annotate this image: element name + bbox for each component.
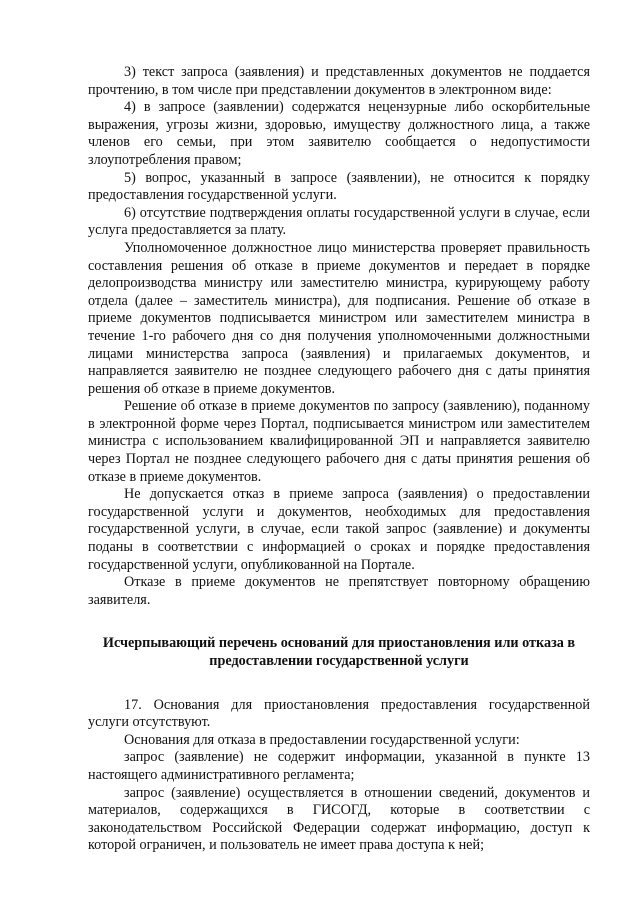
paragraph-refusal-not-allowed: Не допускается отказ в приеме запроса (заявления) о предоставлении государственной услуги и документов, необходимых для предоставления государственной услуги, в случае, если такой запрос (заявление) и документы поданы в соответствии с информацией о сроках и порядке предоставления государственной услуги, опубликованной на Портале.	[88, 486, 590, 573]
paragraph-item-6: 6) отсутствие подтверждения оплаты государственной услуги в случае, если услуга предоставляется за плату.	[88, 204, 590, 239]
paragraph-item-4: 4) в запросе (заявлении) содержатся нецензурные либо оскорбительные выражения, угрозы жизни, здоровью, имуществу должностного лица, а также членов его семьи, при этом заявителю сообщается о недопустимости злоупотребления правом;	[88, 99, 590, 168]
paragraph-17: 17. Основания для приостановления предоставления государственной услуги отсутствуют.	[88, 696, 590, 731]
document-page	[88, 64, 590, 855]
paragraph-refusal-grounds-intro: Основания для отказа в предоставлении государственной услуги:	[124, 731, 520, 748]
paragraph-ground-missing-info: запрос (заявление) не содержит информации, указанной в пункте 13 настоящего административного регламента;	[88, 749, 590, 783]
paragraph-item-3: 3) текст запроса (заявления) и представленных документов не поддается прочтению, в том числе при представлении документов в электронном виде:	[88, 64, 590, 98]
paragraph-ground-restricted-access: запрос (заявление) осуществляется в отношении сведений, документов и материалов, содержащихся в ГИСОГД, которые в соответствии с законодательством Российской Федерации содержат информацию, доступ к которой ограничен, и пользователь не имеет права доступа к ней;	[88, 784, 590, 854]
paragraph-review-procedure: Уполномоченное должностное лицо министерства проверяет правильность составления решения об отказе в приеме документов и передает в порядке делопроизводства министру или заместителю министра, курирующему работу отдела (далее – заместитель министра), для подписания. Решение об отказе в приеме документов подписывается министром или заместителем министра в течение 1-го рабочего дня со дня получения уполномоченными должностными лицами министерства запроса (заявления) и прилагаемых документов, и направляется заявителю не позднее следующего рабочего дня с даты принятия решения об отказе в приеме документов.	[88, 239, 590, 397]
paragraph-repeat-request: Отказе в приеме документов не препятствует повторному обращению заявителя.	[88, 574, 590, 608]
section-heading: Исчерпывающий перечень оснований для приостановления или отказа в предоставлении государственной услуги	[102, 635, 576, 669]
paragraph-item-5: 5) вопрос, указанный в запросе (заявлении), не относится к порядку предоставления государственной услуги.	[88, 169, 590, 204]
paragraph-electronic-refusal: Решение об отказе в приеме документов по запросу (заявлению), поданному в электронной форме через Портал, подписывается министром или заместителем министра с использованием квалифицированной ЭП и направляется заявителю через Портал не позднее следующего рабочего дня с даты принятия решения об отказе в приеме документов.	[88, 398, 590, 485]
